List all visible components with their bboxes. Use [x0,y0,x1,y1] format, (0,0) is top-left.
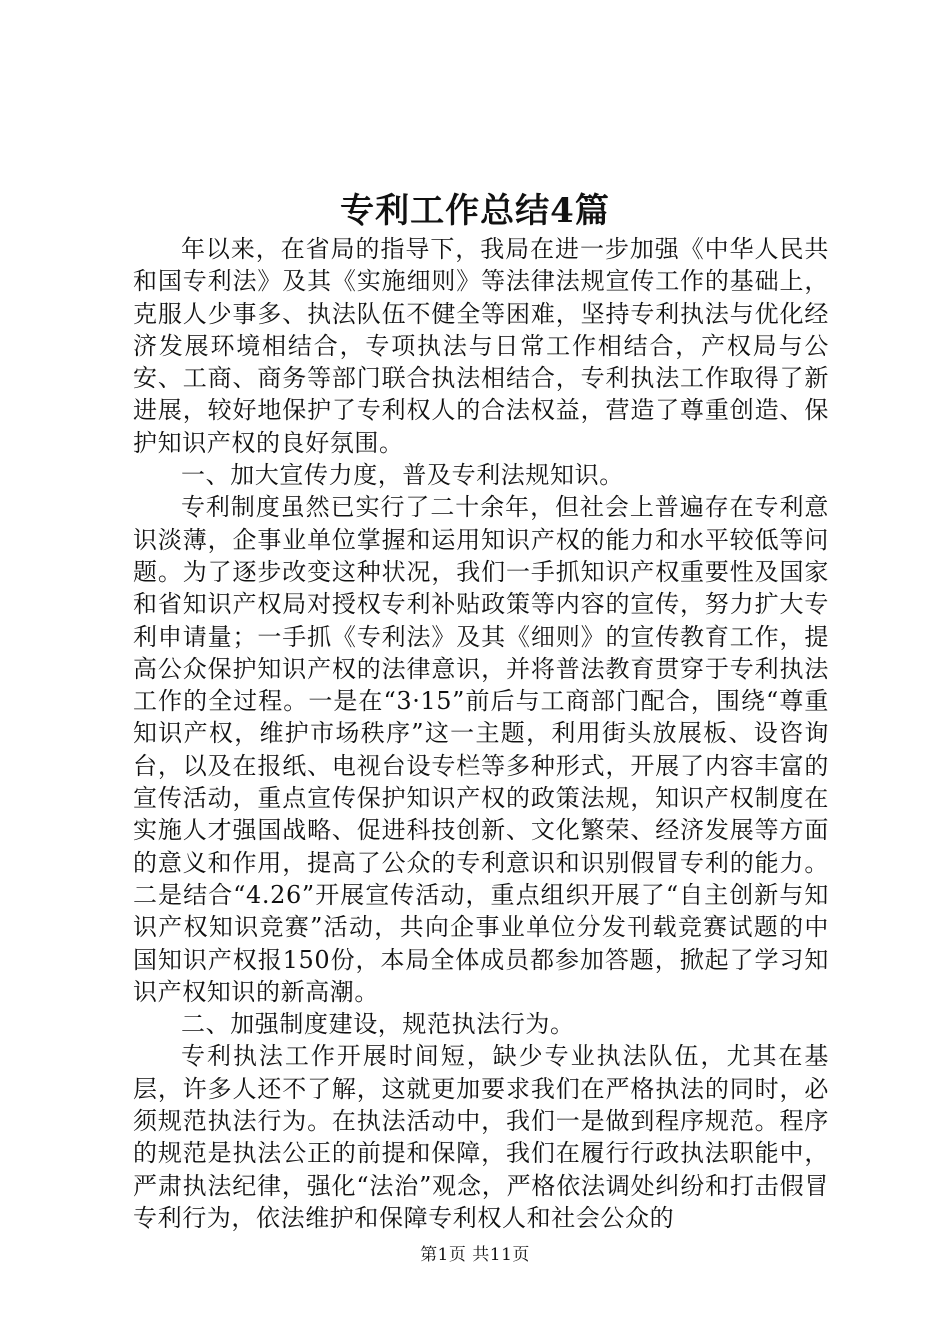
document-title: 专利工作总结4篇 [340,191,610,231]
document-body [133,233,829,1234]
page-number-footer: 第1页 共11页 [420,1245,530,1265]
paragraph-section-1: 专利制度虽然已实行了二十余年，但社会上普遍存在专利意识淡薄，企事业单位掌握和运用知识产权的能力和水平较低等问题。为了逐步改变这种状况，我们一手抓知识产权重要性及国家和省知识产权局对授权专利补贴政策等内容的宣传，努力扩大专利申请量；一手抓《专利法》及其《细则》的宣传教育工作，提高公众保护知识产权的法律意识，并将普法教育贯穿于专利执法工作的全过程。一是在“3·15”前后与工商部门配合，围绕“尊重知识产权，维护市场秩序”这一主题，利用街头放展板、设咨询台，以及在报纸、电视台设专栏等多种形式，开展了内容丰富的宣传活动，重点宣传保护知识产权的政策法规，知识产权制度在实施人才强国战略、促进科技创新、文化繁荣、经济发展等方面的意义和作用，提高了公众的专利意识和识别假冒专利的能力。二是结合“4.26”开展宣传活动，重点组织开展了“自主创新与知识产权知识竞赛”活动，共向企事业单位分发刊载竞赛试题的中国知识产权报150份，本局全体成员都参加答题，掀起了学习知识产权知识的新高潮。 [133,493,829,1006]
paragraph-section-2: 专利执法工作开展时间短，缺少专业执法队伍，尤其在基层，许多人还不了解，这就更加要求我们在严格执法的同时，必须规范执法行为。在执法活动中，我们一是做到程序规范。程序的规范是执法公正的前提和保障，我们在履行行政执法职能中，严肃执法纪律，强化“法治”观念，严格依法调处纠纷和打击假冒专利行为，依法维护和保障专利权人和社会公众的 [133,1042,829,1232]
section-heading-2: 二、加强制度建设，规范执法行为。 [181,1010,575,1039]
paragraph-intro: 年以来，在省局的指导下，我局在进一步加强《中华人民共和国专利法》及其《实施细则》等法律法规宣传工作的基础上，克服人少事多、执法队伍不健全等困难，坚持专利执法与优化经济发展环境相结合，专项执法与日常工作相结合，产权局与公安、工商、商务等部门联合执法相结合，专利执法工作取得了新进展，较好地保护了专利权人的合法权益，营造了尊重创造、保护知识产权的良好氛围。 [133,235,829,457]
section-heading-1: 一、加大宣传力度，普及专利法规知识。 [181,461,624,490]
